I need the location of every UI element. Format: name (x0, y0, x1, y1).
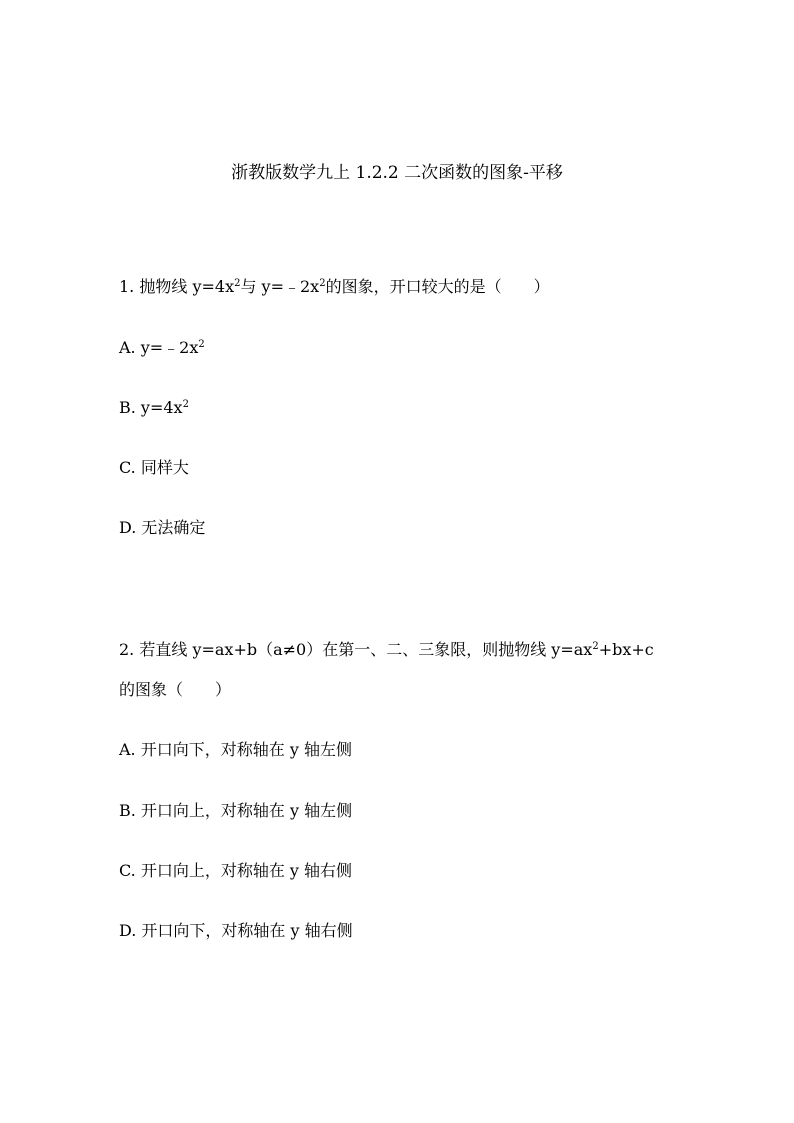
question-2-stem-line-1 (119, 638, 654, 662)
q1-option-b (119, 396, 189, 420)
q1-option-d (119, 516, 205, 540)
option-superscript: 2 (182, 399, 189, 410)
question-2-stem-line-2: 的图象（ ） (119, 680, 232, 699)
q2-superscript: 2 (592, 641, 599, 652)
q1-option-c (119, 456, 189, 480)
question-1-stem (119, 275, 550, 299)
q1-stem-part: 与 y=﹣2x (240, 277, 320, 296)
q1-option-a (119, 336, 205, 360)
q1-stem-part: 1. 抛物线 y=4x (119, 277, 235, 296)
q2-stem-part: 2. 若直线 y=ax+b（a≠0）在第一、二、三象限，则抛物线 y=ax (119, 640, 593, 659)
q2-option-c: C. 开口向上，对称轴在 y 轴右侧 (119, 861, 353, 880)
q1-superscript: 2 (319, 278, 326, 289)
q2-option-a: A. 开口向下，对称轴在 y 轴左侧 (119, 740, 352, 759)
option-superscript: 2 (198, 339, 205, 350)
option-text: C. 同样大 (119, 458, 189, 477)
document-title: 浙教版数学九上 1.2.2 二次函数的图象-平移 (231, 163, 563, 183)
q2-stem-part: +bx+c (598, 640, 654, 659)
option-text: A. y=﹣2x (119, 338, 199, 357)
q1-stem-part: 的图象，开口较大的是（ ） (325, 277, 550, 296)
q2-option-b: B. 开口向上，对称轴在 y 轴左侧 (119, 801, 353, 820)
q1-superscript: 2 (234, 278, 241, 289)
q2-option-d: D. 开口向下，对称轴在 y 轴右侧 (119, 921, 353, 940)
option-text: D. 无法确定 (119, 518, 206, 537)
option-text: B. y=4x (119, 398, 183, 417)
